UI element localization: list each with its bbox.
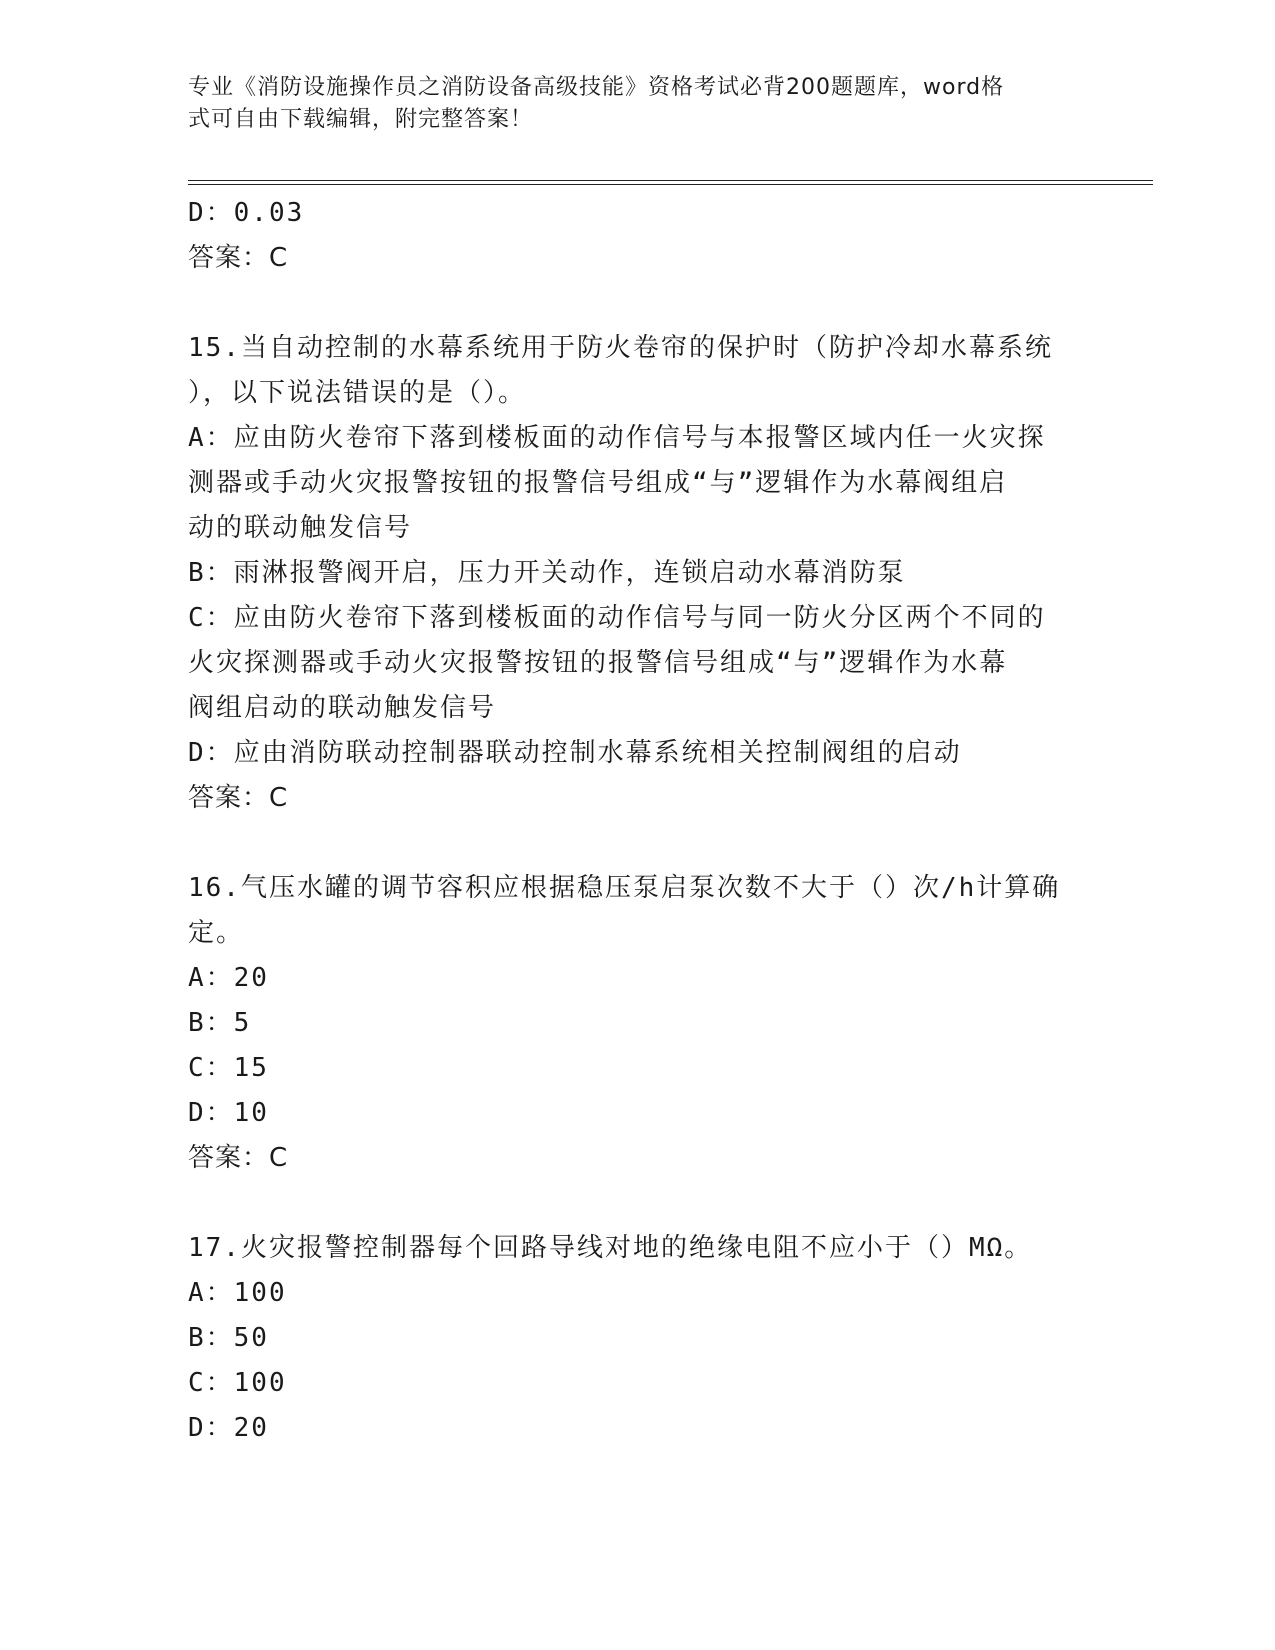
option-b: B：雨淋报警阀开启，压力开关动作，连锁启动水幕消防泵 bbox=[188, 558, 906, 588]
question-16 bbox=[188, 866, 1088, 1181]
question-17 bbox=[188, 1226, 1088, 1451]
previous-question-tail bbox=[188, 191, 1088, 281]
header-divider-top bbox=[188, 180, 1153, 181]
answer-line: 答案：C bbox=[188, 243, 289, 273]
option-d: D：20 bbox=[188, 1413, 269, 1443]
spacer bbox=[188, 821, 1088, 866]
option-d: D：10 bbox=[188, 1098, 269, 1128]
option-a: A：应由防火卷帘下落到楼板面的动作信号与本报警区域内任一火灾探 bbox=[188, 423, 1046, 453]
spacer bbox=[188, 1181, 1088, 1226]
option-d: D：应由消防联动控制器联动控制水幕系统相关控制阀组的启动 bbox=[188, 738, 962, 768]
header-divider-bottom bbox=[188, 184, 1153, 185]
question-text: ），以下说法错误的是（）。 bbox=[188, 378, 527, 408]
header-line-2: 式可自由下载编辑，附完整答案！ bbox=[188, 107, 534, 132]
answer-line: 答案：C bbox=[188, 1143, 289, 1173]
option-c: C：应由防火卷帘下落到楼板面的动作信号与同一防火分区两个不同的 bbox=[188, 603, 1046, 633]
option-b: B：50 bbox=[188, 1323, 269, 1353]
question-text: 17.火灾报警控制器每个回路导线对地的绝缘电阻不应小于（）MΩ。 bbox=[188, 1233, 1033, 1263]
document-header bbox=[188, 72, 1068, 136]
question-text: 15.当自动控制的水幕系统用于防火卷帘的保护时（防护冷却水幕系统 bbox=[188, 333, 1053, 363]
option-c: 阀组启动的联动触发信号 bbox=[188, 693, 497, 723]
option-a: A：20 bbox=[188, 963, 269, 993]
option-a: 测器或手动火灾报警按钮的报警信号组成“与”逻辑作为水幕阀组启 bbox=[188, 468, 1008, 498]
question-15 bbox=[188, 326, 1088, 821]
document-body bbox=[188, 191, 1088, 1451]
option-b: B：5 bbox=[188, 1008, 252, 1038]
option-d: D：0.03 bbox=[188, 198, 305, 228]
option-a: A：100 bbox=[188, 1278, 287, 1308]
spacer bbox=[188, 281, 1088, 326]
option-a: 动的联动触发信号 bbox=[188, 513, 413, 543]
option-c: 火灾探测器或手动火灾报警按钮的报警信号组成“与”逻辑作为水幕 bbox=[188, 648, 1008, 678]
question-text: 16.气压水罐的调节容积应根据稳压泵启泵次数不大于（）次/h计算确 bbox=[188, 873, 1061, 903]
option-c: C：100 bbox=[188, 1368, 287, 1398]
option-c: C：15 bbox=[188, 1053, 269, 1083]
answer-line: 答案：C bbox=[188, 783, 289, 813]
question-text: 定。 bbox=[188, 918, 245, 948]
header-line-1: 专业《消防设施操作员之消防设备高级技能》资格考试必背200题题库，word格 bbox=[188, 75, 1005, 100]
